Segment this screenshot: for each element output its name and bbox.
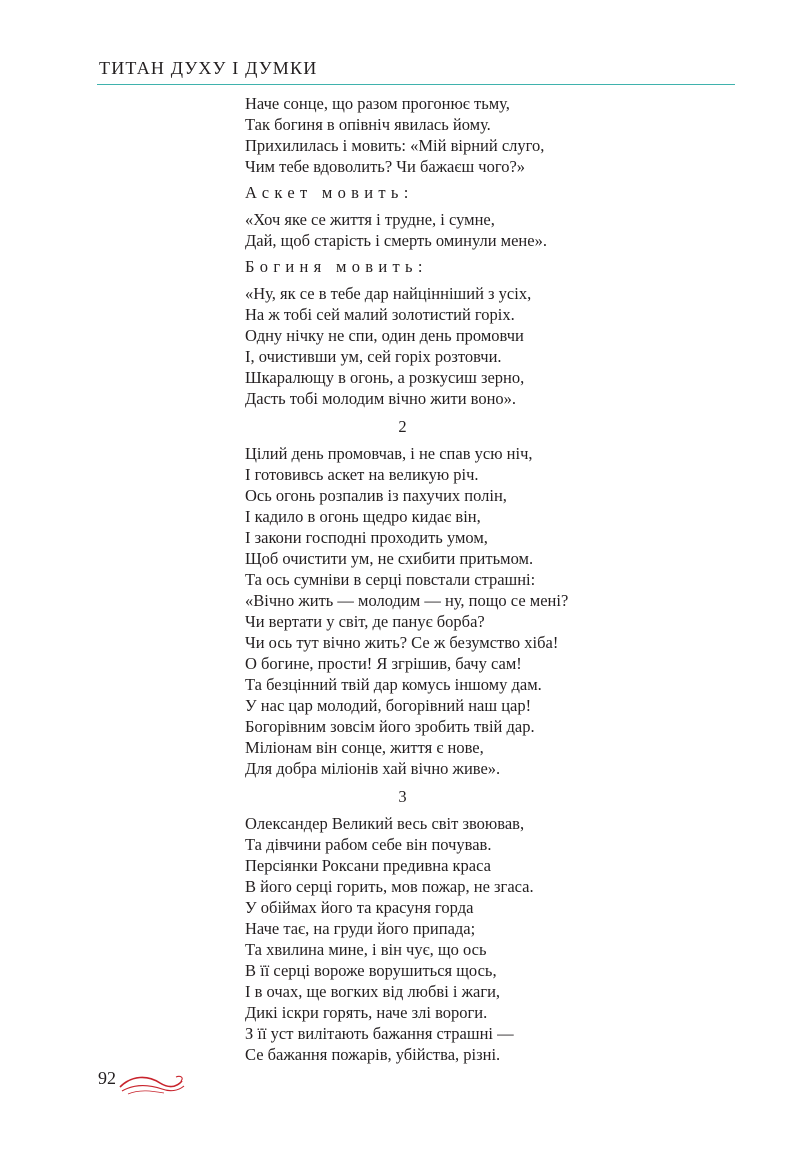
poem-line: Дай, щоб старість і смерть оминули мене». (245, 231, 547, 250)
poem-line: Та дівчини рабом себе він почував. (245, 835, 492, 854)
poem-line: Так богиня в опівніч явилась йому. (245, 115, 491, 134)
poem-line: «Ну, як се в тебе дар найцінніший з усіх, (245, 284, 532, 303)
running-header: ТИТАН ДУХУ І ДУМКИ (99, 58, 318, 78)
poem-line: Цілий день промовчав, і не спав усю ніч, (245, 444, 533, 463)
stanza-1 (245, 93, 665, 177)
poem-line: Міліонам він сонце, життя є нове, (245, 738, 484, 757)
poem-line: Дикі іскри горять, наче злі вороги. (245, 1003, 488, 1022)
flourish-ornament-icon (118, 1069, 186, 1099)
speaker-label-goddess: Богиня мовить: (245, 257, 428, 276)
poem-line: Персіянки Роксани предивна краса (245, 856, 491, 875)
poem-line: І в очах, ще вогких від любві і жаги, (245, 982, 501, 1001)
stanza-5 (245, 813, 665, 1065)
poem-line: І закони господні проходить умом, (245, 528, 488, 547)
poem-line: І, очистивши ум, сей горіх розтовчи. (245, 347, 502, 366)
poem-line: Одну нічку не спи, один день промовчи (245, 326, 524, 345)
stanza-4 (245, 443, 665, 779)
poem-line: І готовивсь аскет на великую річ. (245, 465, 479, 484)
poem-line: Чи вертати у світ, де панує борба? (245, 612, 485, 631)
poem-line: Ось огонь розпалив із пахучих полін, (245, 486, 507, 505)
poem-line: Шкаралющу в огонь, а розкусиш зерно, (245, 368, 525, 387)
poem-line: З її уст вилітають бажання страшні — (245, 1024, 514, 1043)
poem-line: У обіймах його та красуня горда (245, 898, 474, 917)
poem-line: Олександер Великий весь світ звоював, (245, 814, 525, 833)
poem-line: «Вічно жить — молодим — ну, пощо се мені? (245, 591, 569, 610)
poem-line: Щоб очистити ум, не схибити притьмом. (245, 549, 534, 568)
section-number-2: 2 (398, 417, 407, 436)
poem-line: Наче тає, на груди його припада; (245, 919, 476, 938)
poem-line: Чи ось тут вічно жить? Се ж безумство хіба! (245, 633, 559, 652)
poem-line: Чим тебе вдоволить? Чи бажаєш чого?» (245, 157, 526, 176)
stanza-3 (245, 283, 665, 409)
poem-line: У нас цар молодий, богорівний наш цар! (245, 696, 532, 715)
poem-line: Прихилилась і мовить: «Мій вірний слуго, (245, 136, 545, 155)
speaker-label-ascetic: Аскет мовить: (245, 183, 414, 202)
poem-line: Наче сонце, що разом прогонює тьму, (245, 94, 510, 113)
poem-line: О богине, прости! Я згрішив, бачу сам! (245, 654, 522, 673)
poem-line: Се бажання пожарів, убійства, різні. (245, 1045, 501, 1064)
page-number: 92 (98, 1068, 116, 1088)
poem-line: Для добра міліонів хай вічно живе». (245, 759, 501, 778)
section-number-3: 3 (398, 787, 407, 806)
poem-line: На ж тобі сей малий золотистий горіх. (245, 305, 515, 324)
poem-line: В його серці горить, мов пожар, не згаса. (245, 877, 534, 896)
poem-line: Та хвилина мине, і він чує, що ось (245, 940, 487, 959)
poem-line: «Хоч яке се життя і трудне, і сумне, (245, 210, 495, 229)
poem-body (245, 93, 665, 1065)
poem-line: Та ось сумніви в серці повстали страшні: (245, 570, 536, 589)
stanza-2 (245, 209, 665, 251)
poem-line: В її серці вороже ворушиться щось, (245, 961, 497, 980)
header-rule (97, 84, 735, 85)
poem-line: Та безцінний твій дар комусь іншому дам. (245, 675, 542, 694)
poem-line: Богорівним зовсім його зробить твій дар. (245, 717, 535, 736)
poem-line: І кадило в огонь щедро кидає він, (245, 507, 481, 526)
poem-line: Дасть тобі молодим вічно жити воно». (245, 389, 517, 408)
